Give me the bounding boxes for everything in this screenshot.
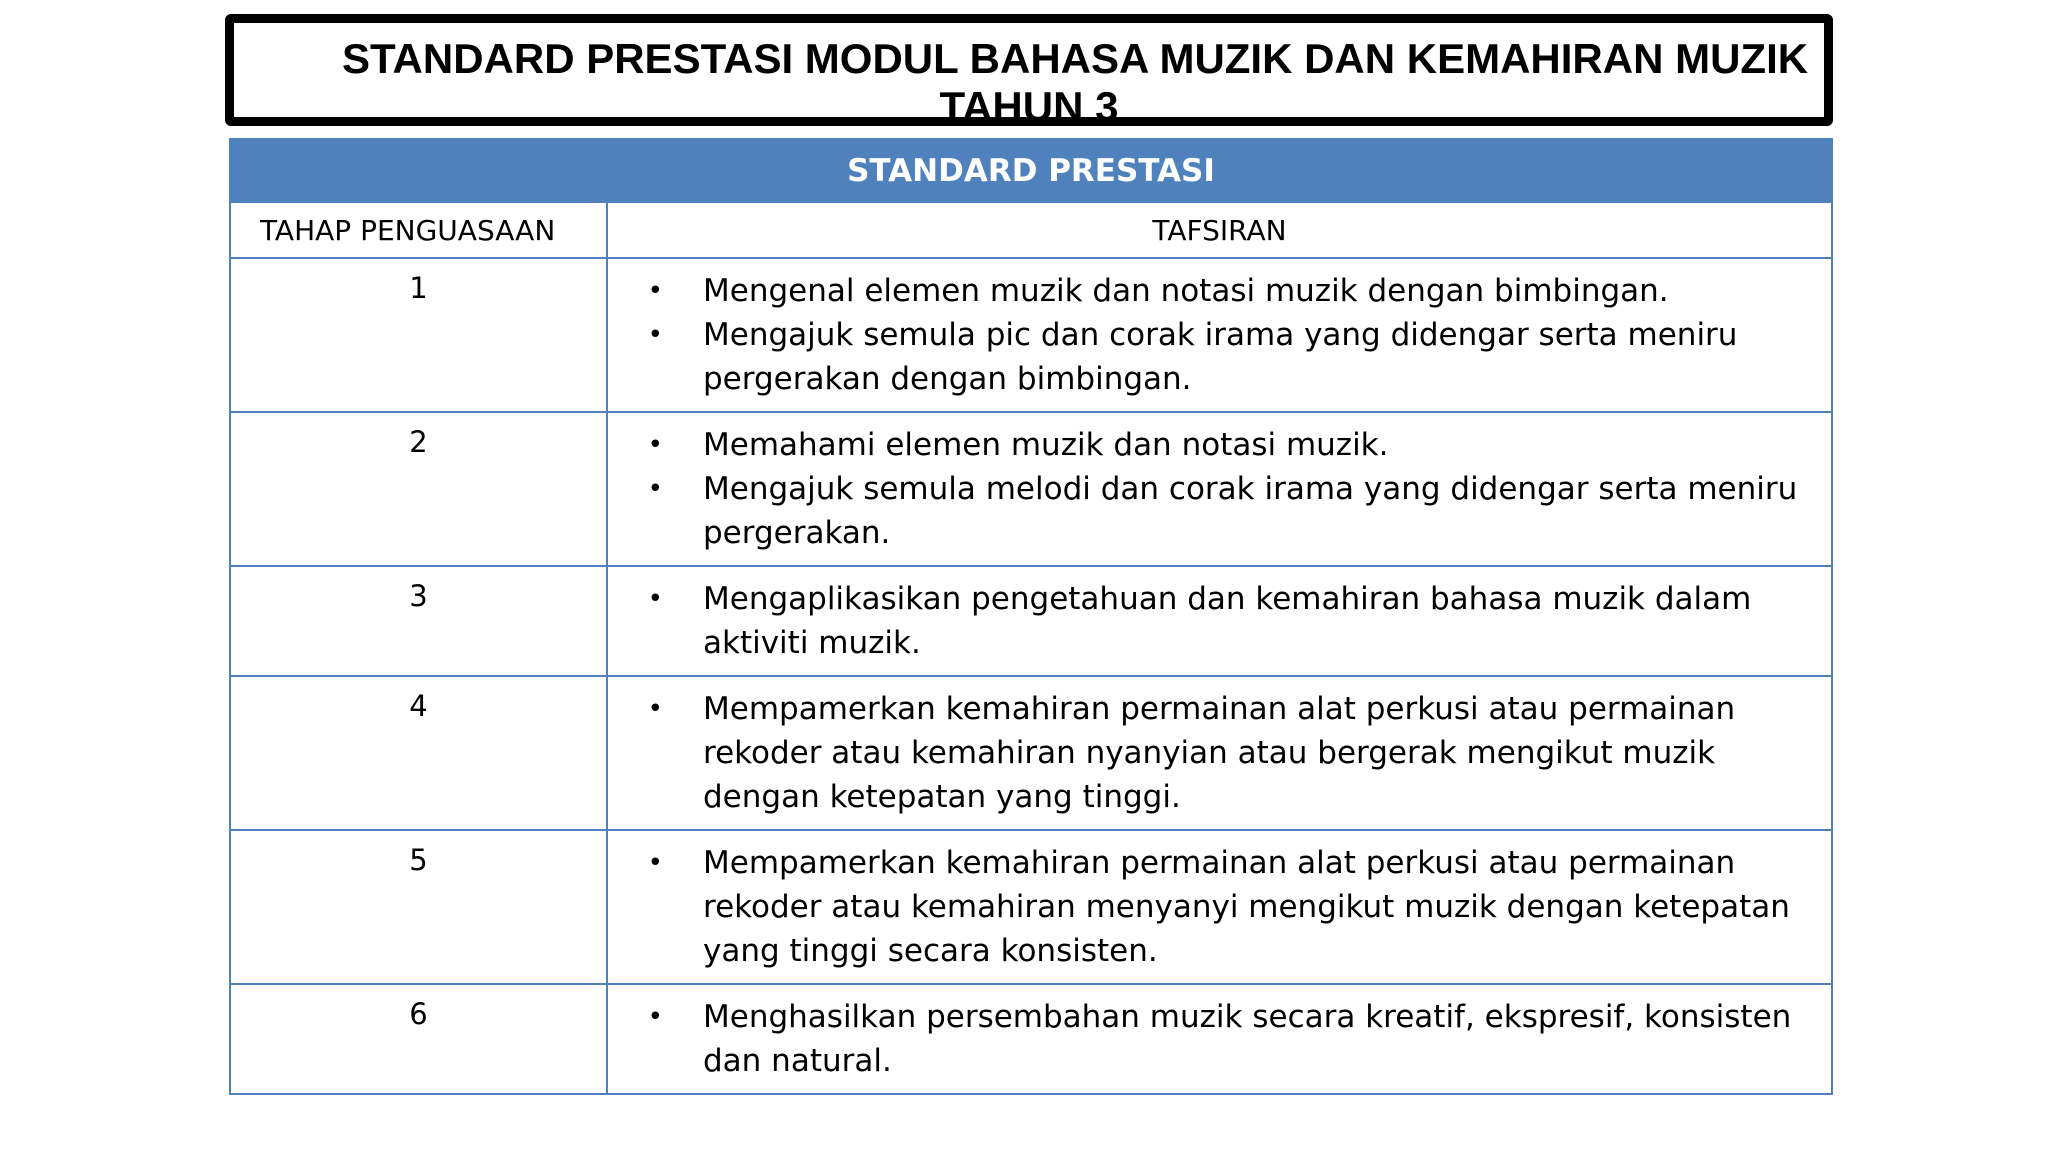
- page-title-line-2: TAHUN 3: [939, 83, 1119, 130]
- table-row: [230, 258, 1832, 412]
- list-item: [608, 577, 1811, 665]
- list-item: [608, 995, 1811, 1083]
- description-cell: [607, 412, 1832, 566]
- level-cell: 4: [230, 676, 607, 830]
- bullet-icon: •: [647, 276, 663, 306]
- description-text: Mengajuk semula pic dan corak irama yang didengar serta meniru pergerakan dengan bimbingan.: [703, 317, 1738, 397]
- table-row: [230, 984, 1832, 1094]
- list-item: [608, 687, 1811, 819]
- description-text: Menghasilkan persembahan muzik secara kreatif, ekspresif, konsisten dan natural.: [703, 999, 1792, 1079]
- title-box: [225, 14, 1833, 130]
- description-text: Mengenal elemen muzik dan notasi muzik dengan bimbingan.: [703, 273, 1669, 309]
- table-row: [230, 676, 1832, 830]
- level-cell: 5: [230, 830, 607, 984]
- description-cell: [607, 676, 1832, 830]
- description-cell: [607, 566, 1832, 676]
- bullet-icon: •: [647, 320, 663, 350]
- level-cell: 2: [230, 412, 607, 566]
- description-text: Mengajuk semula melodi dan corak irama yang didengar serta meniru pergerakan.: [703, 471, 1798, 551]
- standard-prestasi-table: [229, 138, 1833, 1095]
- description-cell: [607, 984, 1832, 1094]
- bullet-icon: •: [647, 848, 663, 878]
- table-row: [230, 830, 1832, 984]
- description-text: Mempamerkan kemahiran permainan alat perkusi atau permainan rekoder atau kemahiran menyanyi mengikut muzik dengan ketepatan yang tinggi secara konsisten.: [703, 845, 1790, 969]
- list-item: [608, 467, 1811, 555]
- table-header: STANDARD PRESTASI: [230, 139, 1832, 202]
- bullet-icon: •: [647, 584, 663, 614]
- level-cell: 6: [230, 984, 607, 1094]
- bullet-icon: •: [647, 694, 663, 724]
- list-item: [608, 841, 1811, 973]
- bullet-icon: •: [647, 430, 663, 460]
- table-row: [230, 412, 1832, 566]
- description-cell: [607, 258, 1832, 412]
- description-text: Mempamerkan kemahiran permainan alat perkusi atau permainan rekoder atau kemahiran nyanyian atau bergerak mengikut muzik dengan ketepatan yang tinggi.: [703, 691, 1736, 815]
- bullet-icon: •: [647, 1002, 663, 1032]
- bullet-icon: •: [647, 474, 663, 504]
- description-cell: [607, 830, 1832, 984]
- column-header-tafsiran: TAFSIRAN: [607, 202, 1832, 258]
- description-text: Mengaplikasikan pengetahuan dan kemahiran bahasa muzik dalam aktiviti muzik.: [703, 581, 1752, 661]
- list-item: [608, 313, 1811, 401]
- level-cell: 3: [230, 566, 607, 676]
- page-title-line-1: STANDARD PRESTASI MODUL BAHASA MUZIK DAN KEMAHIRAN MUZIK: [342, 35, 1809, 82]
- level-cell: 1: [230, 258, 607, 412]
- table-row: [230, 566, 1832, 676]
- column-header-tahap: TAHAP PENGUASAAN: [230, 202, 607, 258]
- list-item: [608, 423, 1811, 467]
- description-text: Memahami elemen muzik dan notasi muzik.: [703, 427, 1389, 463]
- column-header-row: [230, 202, 1832, 258]
- list-item: [608, 269, 1811, 313]
